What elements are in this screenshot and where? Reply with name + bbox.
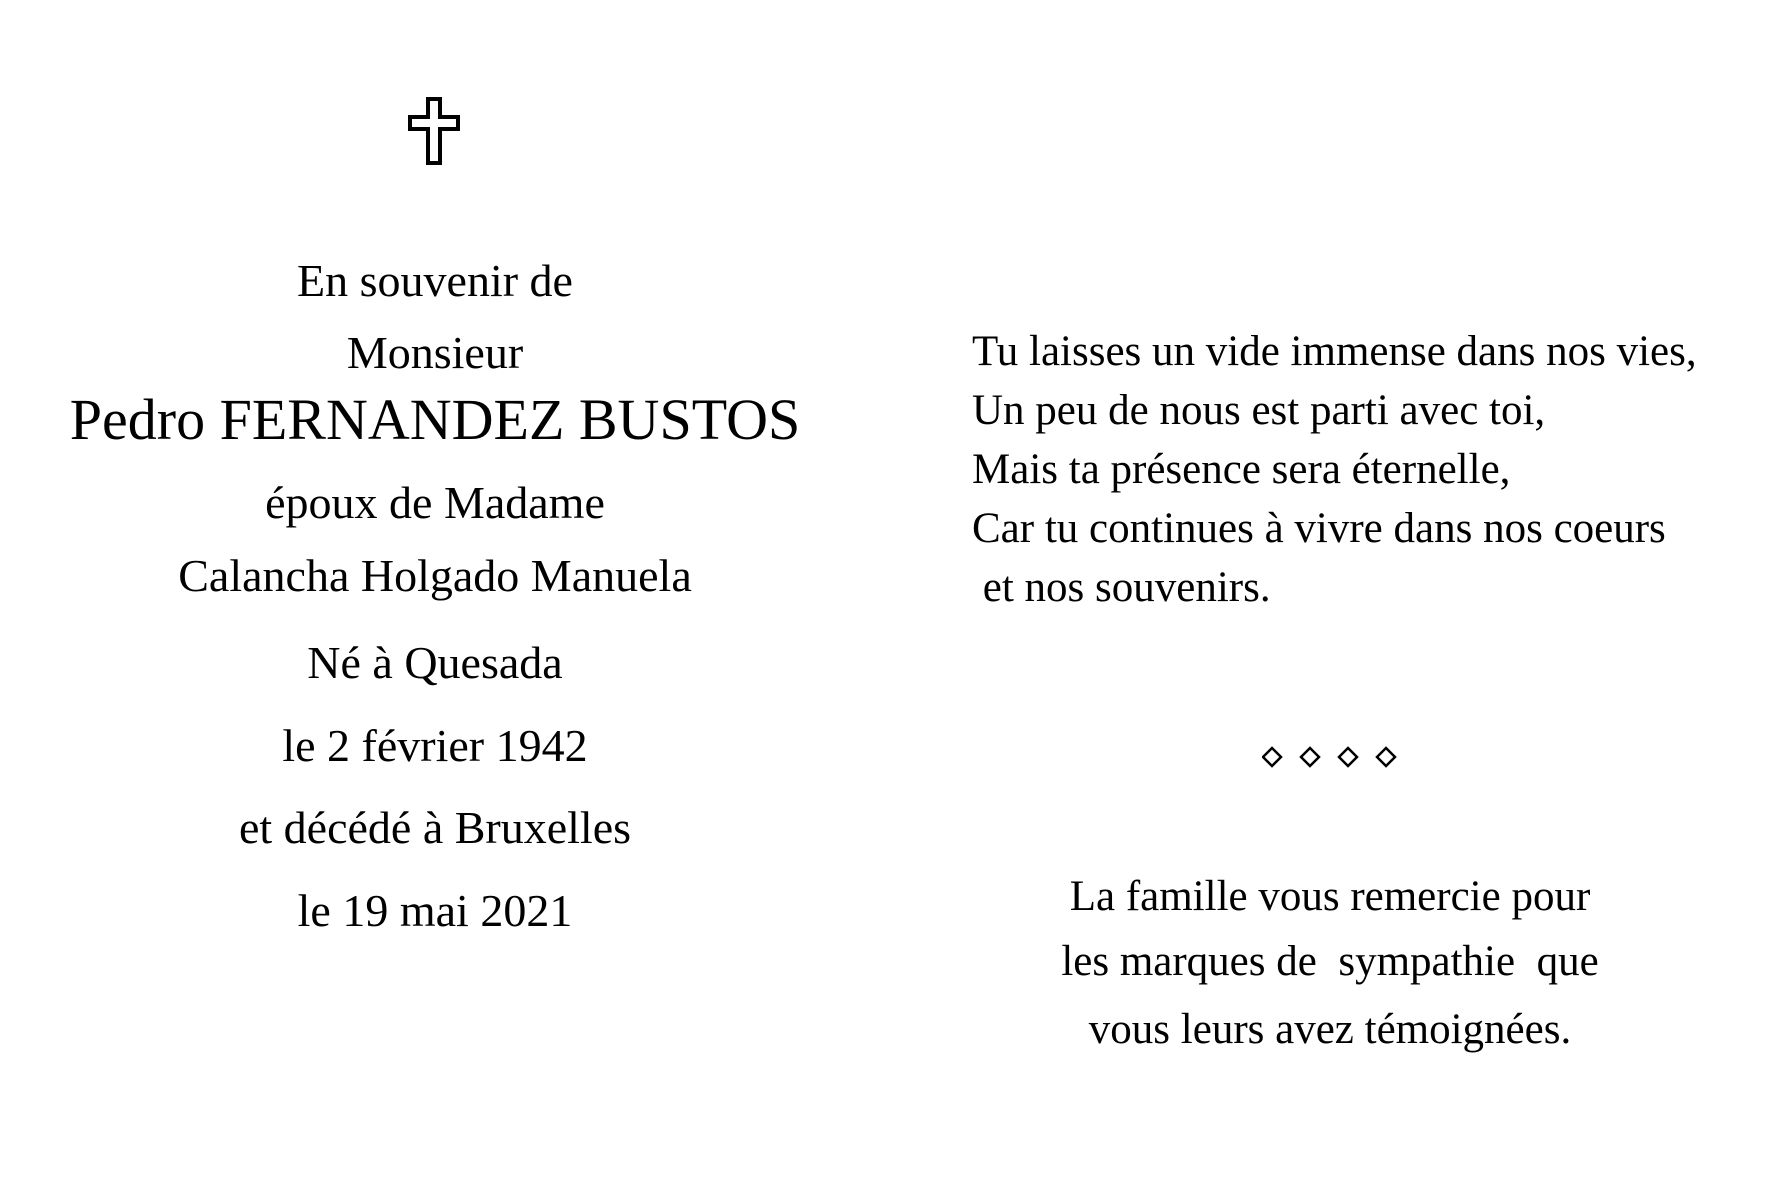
thanks-line: les marques de sympathie que — [1061, 938, 1599, 985]
poem-line: Un peu de nous est parti avec toi, — [972, 387, 1546, 434]
honorific: Monsieur — [346, 327, 524, 378]
diamond-outline-icon — [1263, 748, 1281, 766]
spouse-intro: époux de Madame — [265, 477, 605, 528]
separator-diamonds — [1262, 744, 1412, 772]
thanks-line: La famille vous remercie pour — [1069, 873, 1591, 920]
diamond-outline-icon — [1339, 748, 1357, 766]
thanks-line: vous leurs avez témoignées. — [1088, 1006, 1572, 1053]
poem-line: Tu laisses un vide immense dans nos vies, — [972, 328, 1697, 375]
poem-block — [972, 322, 1697, 617]
birth-date: le 2 février 1942 — [282, 720, 588, 771]
death-date: le 19 mai 2021 — [297, 885, 573, 936]
cross-icon — [406, 97, 462, 165]
poem-line: Mais ta présence sera éternelle, — [972, 446, 1511, 493]
poem-line: Car tu continues à vivre dans nos coeurs — [972, 505, 1666, 552]
diamond-outline-icon — [1301, 748, 1319, 766]
death-place: et décédé à Bruxelles — [238, 802, 632, 853]
diamond-outline-icon — [1377, 748, 1395, 766]
memorial-intro: En souvenir de — [297, 255, 573, 306]
birth-place: Né à Quesada — [307, 637, 563, 688]
spouse-name: Calancha Holgado Manuela — [178, 550, 692, 601]
deceased-name: Pedro FERNANDEZ BUSTOS — [69, 387, 801, 452]
poem-line: et nos souvenirs. — [972, 564, 1271, 611]
